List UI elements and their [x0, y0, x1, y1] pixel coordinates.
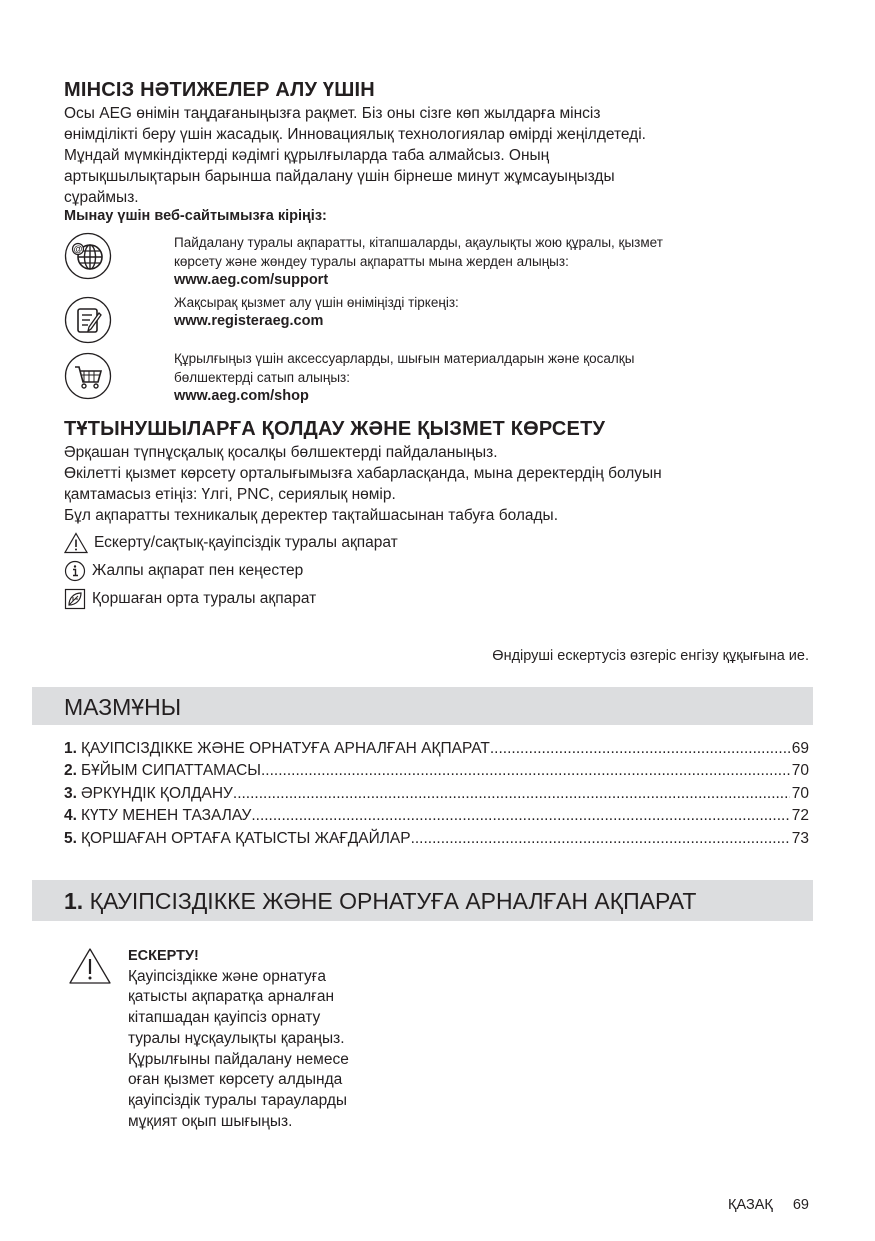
info-icon	[64, 560, 86, 582]
section-title-customer-care: ТҰТЫНУШЫЛАРҒА ҚОЛДАУ ЖӘНЕ ҚЫЗМЕТ КӨРСЕТУ	[64, 418, 606, 440]
intro-paragraph: Осы AEG өнімін таңдағаныңызға рақмет. Біз оны сізге көп жылдарға мінсіз өнімділікті беру үшін жасадық. Инновациялық технологиялар өмірді жеңілдетеді. Мұндай мүмкіндіктерді кәдімгі құрылғыларда таба алмайсыз. Оның артықшылықтарын барынша пайдалану үшін бірнеше минут жұмсауыңызды сұраймыз.	[64, 105, 646, 206]
contents-title: МАЗМҰНЫ	[64, 694, 182, 720]
warning-icon	[64, 532, 88, 554]
support-info: Пайдалану туралы ақпаратты, кітапшаларды, ақаулықты жою құралы, қызмет көрсету және жөндеу туралы ақпаратты мына жерден алыңыз: www.aeg.com/support	[174, 233, 814, 290]
chapter1-title: 1. ҚАУІПСІЗДІККЕ ЖӘНЕ ОРНАТУҒА АРНАЛҒАН АҚПАРАТ	[64, 888, 697, 914]
contents-header-band	[32, 687, 813, 725]
legend-environment: Қоршаған орта туралы ақпарат	[64, 588, 316, 610]
footer-language: ҚАЗАҚ	[728, 1197, 773, 1213]
shop-link[interactable]: www.aeg.com/shop	[174, 388, 309, 404]
legend-info: Жалпы ақпарат пен кеңестер	[64, 560, 303, 582]
section-title-perfect-results: МІНСІЗ НӘТИЖЕЛЕР АЛУ ҮШІН	[64, 79, 375, 101]
shop-info: Құрылғыңыз үшін аксессуарларды, шығын материалдарын және қосалқы бөлшектерді сатып алыңыз: www.aeg.com/shop	[174, 349, 814, 406]
warning-heading: ЕСКЕРТУ!	[128, 948, 199, 964]
disclaimer: Өндіруші ескертусіз өзгеріс енгізу құқығына ие.	[492, 648, 809, 664]
toc-item-1[interactable]: 1. ҚАУІПСІЗДІККЕ ЖӘНЕ ОРНАТУҒА АРНАЛҒАН АҚПАРАТ ..... 69	[64, 735, 809, 758]
toc-item-3[interactable]: 3. ӘРКҮНДІК ҚОЛДАНУ ..... 70	[64, 780, 809, 803]
cart-icon	[64, 352, 112, 400]
visit-website-label: Мынау үшін веб-сайтымызға кіріңіз:	[64, 208, 327, 224]
customer-care-paragraph: Әрқашан түпнұсқалық қосалқы бөлшектерді пайдаланыңыз. Өкілетті қызмет көрсету орталығымызға хабарласқанда, мына деректердің болуын қамтамасыз етіңіз: Үлгі, PNC, сериялық нөмір. Бұл ақпаратты техникалық деректер тақтайшасынан табуға болады.	[64, 444, 662, 524]
toc-item-5[interactable]: 5. ҚОРШАҒАН ОРТАҒА ҚАТЫСТЫ ЖАҒДАЙЛАР ..... 73	[64, 825, 809, 848]
register-info: Жақсырақ қызмет алу үшін өніміңізді тіркеңіз: www.registeraeg.com	[174, 293, 814, 331]
toc-item-2[interactable]: 2. БҰЙЫМ СИПАТТАМАСЫ ..... 70	[64, 758, 809, 781]
globe-icon	[64, 232, 112, 280]
leaf-icon	[64, 588, 86, 610]
svg-text:@: @	[73, 244, 83, 254]
legend-warning: Ескерту/сақтық-қауіпсіздік туралы ақпарат	[64, 532, 398, 554]
page-footer	[728, 1197, 809, 1213]
footer-page-number: 69	[792, 1197, 809, 1213]
toc-item-4[interactable]: 4. КҮТУ МЕНЕН ТАЗАЛАУ ..... 72	[64, 803, 809, 826]
register-icon	[64, 296, 112, 344]
warning-block: ЕСКЕРТУ! Қауіпсіздікке және орнатуға қатысты ақпаратқа арналған кітапшадан қауіпсіз орнату туралы нұсқаулықты қараңыз. Құрылғыны пайдалану немесе оған қызмет көрсету алдында қауіпсіздік туралы тарауларды мұқият оқып шығыңыз.	[128, 946, 398, 1132]
register-link[interactable]: www.registeraeg.com	[174, 313, 324, 329]
warning-triangle-icon	[68, 947, 112, 990]
table-of-contents	[64, 735, 809, 848]
support-link[interactable]: www.aeg.com/support	[174, 272, 329, 288]
chapter1-header-band	[32, 880, 813, 921]
